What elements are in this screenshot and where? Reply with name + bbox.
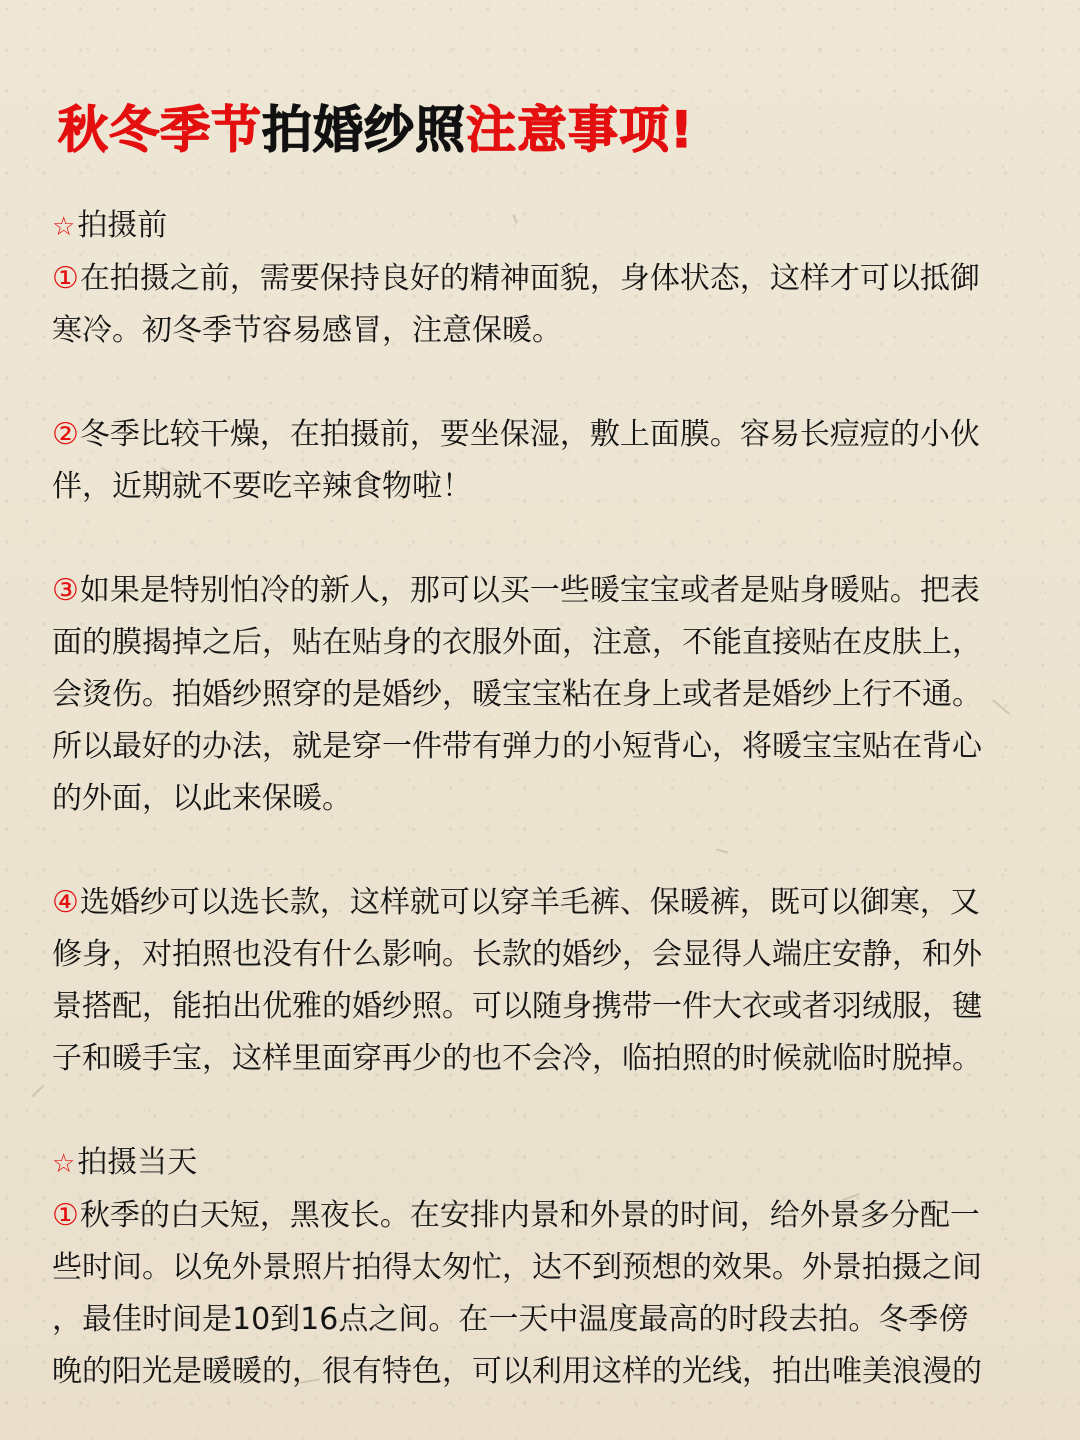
text-line-content: 冬季比较干燥，在拍摄前，要坐保湿，敷上面膜。容易长痘痘的小伙 <box>79 417 980 452</box>
title-part-seasonal: 秋冬季节 <box>58 101 262 159</box>
tip-paragraph <box>52 253 1024 357</box>
section-heading-before-shoot <box>52 200 1024 253</box>
text-line: 些时间。以免外景照片拍得太匆忙，达不到预想的效果。外景拍摄之间 <box>52 1250 982 1285</box>
tip-paragraph <box>52 565 1024 825</box>
text-line <box>52 565 1024 617</box>
text-line <box>52 1190 1024 1242</box>
star-icon: ☆ <box>52 212 76 242</box>
text-line: 寒冷。初冬季节容易感冒，注意保暖。 <box>52 313 562 348</box>
text-line: 的外面，以此来保暖。 <box>52 781 352 816</box>
text-line: 面的膜揭掉之后，贴在贴身的衣服外面，注意，不能直接贴在皮肤上， <box>52 625 982 660</box>
article-body <box>52 200 1024 1398</box>
text-line: ，最佳时间是10到16点之间。在一天中温度最高的时段去拍。冬季傍 <box>52 1302 969 1337</box>
text-line: 景搭配，能拍出优雅的婚纱照。可以随身携带一件大衣或者羽绒服，毽 <box>52 989 982 1024</box>
section-heading-text: 拍摄前 <box>77 208 168 243</box>
text-line <box>52 409 1024 461</box>
paragraph-spacer <box>52 825 1024 877</box>
text-line: 修身，对拍照也没有什么影响。长款的婚纱，会显得人端庄安静，和外 <box>52 937 982 972</box>
paper-fiber <box>32 1085 45 1098</box>
text-line-content: 如果是特别怕冷的新人，那可以买一些暖宝宝或者是贴身暖贴。把表 <box>79 573 980 608</box>
paragraph-spacer <box>52 513 1024 565</box>
star-icon: ☆ <box>52 1149 76 1179</box>
item-number: ① <box>52 261 79 296</box>
text-line: 会烫伤。拍婚纱照穿的是婚纱，暖宝宝粘在身上或者是婚纱上行不通。 <box>52 677 982 712</box>
tip-paragraph <box>52 877 1024 1085</box>
text-line: 子和暖手宝，这样里面穿再少的也不会冷，临拍照的时候就临时脱掉。 <box>52 1041 982 1076</box>
text-line-content: 选婚纱可以选长款，这样就可以穿羊毛裤、保暖裤，既可以御寒，又 <box>79 885 980 920</box>
title-part-notes: 注意事项! <box>466 101 694 159</box>
text-line-content: 在拍摄之前，需要保持良好的精神面貌，身体状态，这样才可以抵御 <box>79 261 980 296</box>
section-heading-shoot-day <box>52 1137 1024 1190</box>
item-number: ① <box>52 1198 79 1233</box>
page-title <box>58 98 694 162</box>
tip-paragraph <box>52 1190 1024 1398</box>
paragraph-spacer <box>52 1085 1024 1137</box>
text-line-content: 秋季的白天短，黑夜长。在安排内景和外景的时间，给外景多分配一 <box>79 1198 980 1233</box>
text-line: 伴，近期就不要吃辛辣食物啦！ <box>52 469 472 504</box>
item-number: ② <box>52 417 79 452</box>
paragraph-spacer <box>52 357 1024 409</box>
text-line <box>52 253 1024 305</box>
section-heading-text: 拍摄当天 <box>77 1145 198 1180</box>
text-line <box>52 877 1024 929</box>
text-line: 晚的阳光是暖暖的，很有特色，可以利用这样的光线，拍出唯美浪漫的 <box>52 1354 982 1389</box>
title-part-photo: 拍婚纱照 <box>262 101 466 159</box>
item-number: ④ <box>52 885 79 920</box>
item-number: ③ <box>52 573 79 608</box>
tip-paragraph <box>52 409 1024 513</box>
text-line: 所以最好的办法，就是穿一件带有弹力的小短背心，将暖宝宝贴在背心 <box>52 729 982 764</box>
